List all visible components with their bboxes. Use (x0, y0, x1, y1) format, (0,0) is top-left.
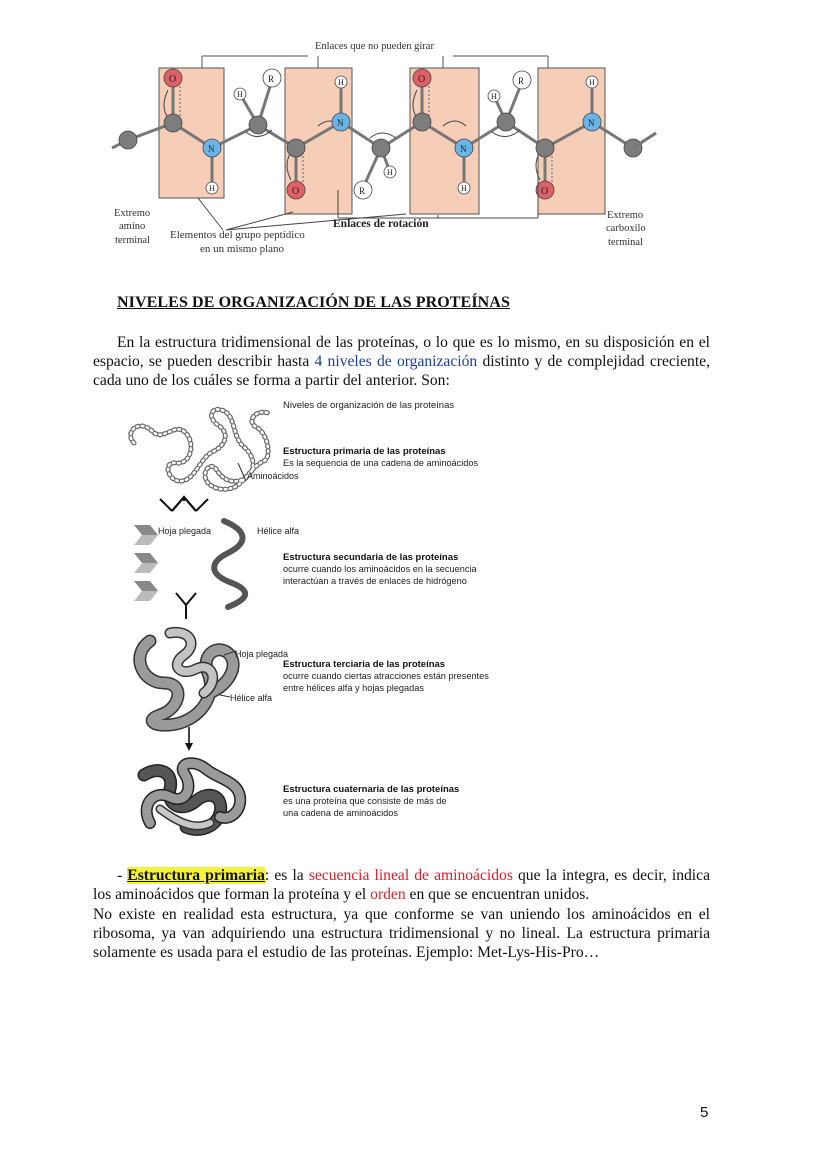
svg-text:O: O (292, 186, 300, 197)
svg-text:H: H (237, 90, 243, 99)
label-hoja-plegada: Hoja plegada (158, 526, 212, 536)
svg-text:H: H (387, 168, 393, 177)
svg-text:H: H (491, 92, 497, 101)
levels-title: Niveles de organización de las proteínas (283, 400, 455, 411)
svg-text:en un mismo plano: en un mismo plano (200, 243, 285, 255)
svg-text:R: R (359, 186, 366, 196)
svg-text:R: R (268, 74, 275, 84)
primary-desc: Es la sequencia de una cadena de aminoácidos (283, 458, 479, 468)
page-number: 5 (700, 1104, 709, 1121)
label-enlaces-no-girar: Enlaces que no pueden girar (315, 41, 434, 52)
svg-text:N: N (588, 118, 595, 128)
svg-text:H: H (209, 184, 215, 193)
quaternary-structure-icon (144, 763, 240, 829)
highlight-niveles: 4 niveles de organización (314, 353, 478, 370)
svg-text:O: O (541, 186, 549, 197)
quaternary-title: Estructura cuaternaria de las proteínas (283, 784, 460, 795)
svg-text:H: H (338, 78, 344, 87)
svg-text:terminal: terminal (115, 235, 150, 246)
label-aminoacidos: Aminoácidos (247, 471, 299, 481)
svg-text:ocurre cuando ciertas atraccio: ocurre cuando ciertas atracciones están presentes (283, 671, 489, 681)
svg-text:es una proteína que consiste d: es una proteína que consiste de más de (283, 796, 447, 806)
svg-text:interactúan a través de enlace: interactúan a través de enlaces de hidrógeno (283, 576, 467, 586)
svg-text:R: R (518, 76, 525, 86)
section-heading: NIVELES DE ORGANIZACIÓN DE LAS PROTEÍNAS (117, 294, 510, 311)
term-estructura-primaria: Estructura primaria (127, 867, 265, 884)
svg-text:O: O (418, 74, 426, 85)
primary-paragraph-continued: No existe en realidad esta estructura, ya que conforme se van uniendo los aminoácidos en el ribosoma, ya van adquiriendo una estructura tridimensional y no lineal. La estructura primaria solamente es usada para el estudio de las proteínas. Ejemplo: Met-Lys-His-Pro… (93, 906, 710, 961)
intro-paragraph: En la estructura tridimensional de las proteínas, o lo que es lo mismo, en su disposición en el espacio, se pueden describir hasta 4 niveles de organización distinto y de complejidad creciente, cada uno de los cuáles se forma a partir del anterior. Son: (93, 334, 710, 389)
label-helice-alfa: Hélice alfa (257, 526, 300, 536)
label-elementos-grupo: Elementos del grupo peptídico (170, 229, 305, 241)
highlight-orden: orden (370, 886, 406, 903)
peptide-bond-figure (108, 30, 668, 265)
label-tertiary-helice: Hélice alfa (230, 693, 273, 703)
svg-text:carboxilo: carboxilo (606, 223, 646, 234)
pleated-sheet-icon (134, 525, 158, 601)
svg-text:N: N (337, 118, 344, 128)
label-extremo-carboxilo: Extremo (607, 210, 644, 221)
svg-text:O: O (169, 74, 177, 85)
svg-text:H: H (589, 78, 595, 87)
tertiary-structure-icon (140, 632, 233, 725)
label-extremo-amino: Extremo (114, 208, 151, 219)
svg-text:H: H (461, 184, 467, 193)
secondary-title: Estructura secundaria de las proteínas (283, 552, 459, 563)
label-tertiary-hoja: Hoja plegada (235, 649, 289, 659)
tertiary-title: Estructura terciaria de las proteínas (283, 659, 446, 670)
alpha-helix-icon (214, 521, 245, 607)
svg-text:N: N (208, 144, 215, 154)
highlight-secuencia-lineal: secuencia lineal de aminoácidos (308, 867, 513, 884)
protein-levels-figure (120, 393, 540, 843)
primary-paragraph: - Estructura primaria: es la secuencia lineal de aminoácidos que la integra, es decir, indica los aminoácidos que forman la proteína y el orden en que se encuentran unidos. (93, 867, 710, 903)
svg-text:amino: amino (119, 221, 146, 232)
svg-text:una cadena de aminoácidos: una cadena de aminoácidos (283, 808, 398, 818)
svg-text:entre hélices alfa y hojas ple: entre hélices alfa y hojas plegadas (283, 683, 424, 693)
svg-text:terminal: terminal (608, 237, 643, 248)
label-enlaces-rotacion: Enlaces de rotación (333, 218, 429, 230)
svg-text:N: N (460, 144, 467, 154)
primary-title: Estructura primaria de las proteínas (283, 446, 446, 457)
svg-text:ocurre cuando los aminoácidos: ocurre cuando los aminoácidos en la secuencia (283, 564, 477, 574)
